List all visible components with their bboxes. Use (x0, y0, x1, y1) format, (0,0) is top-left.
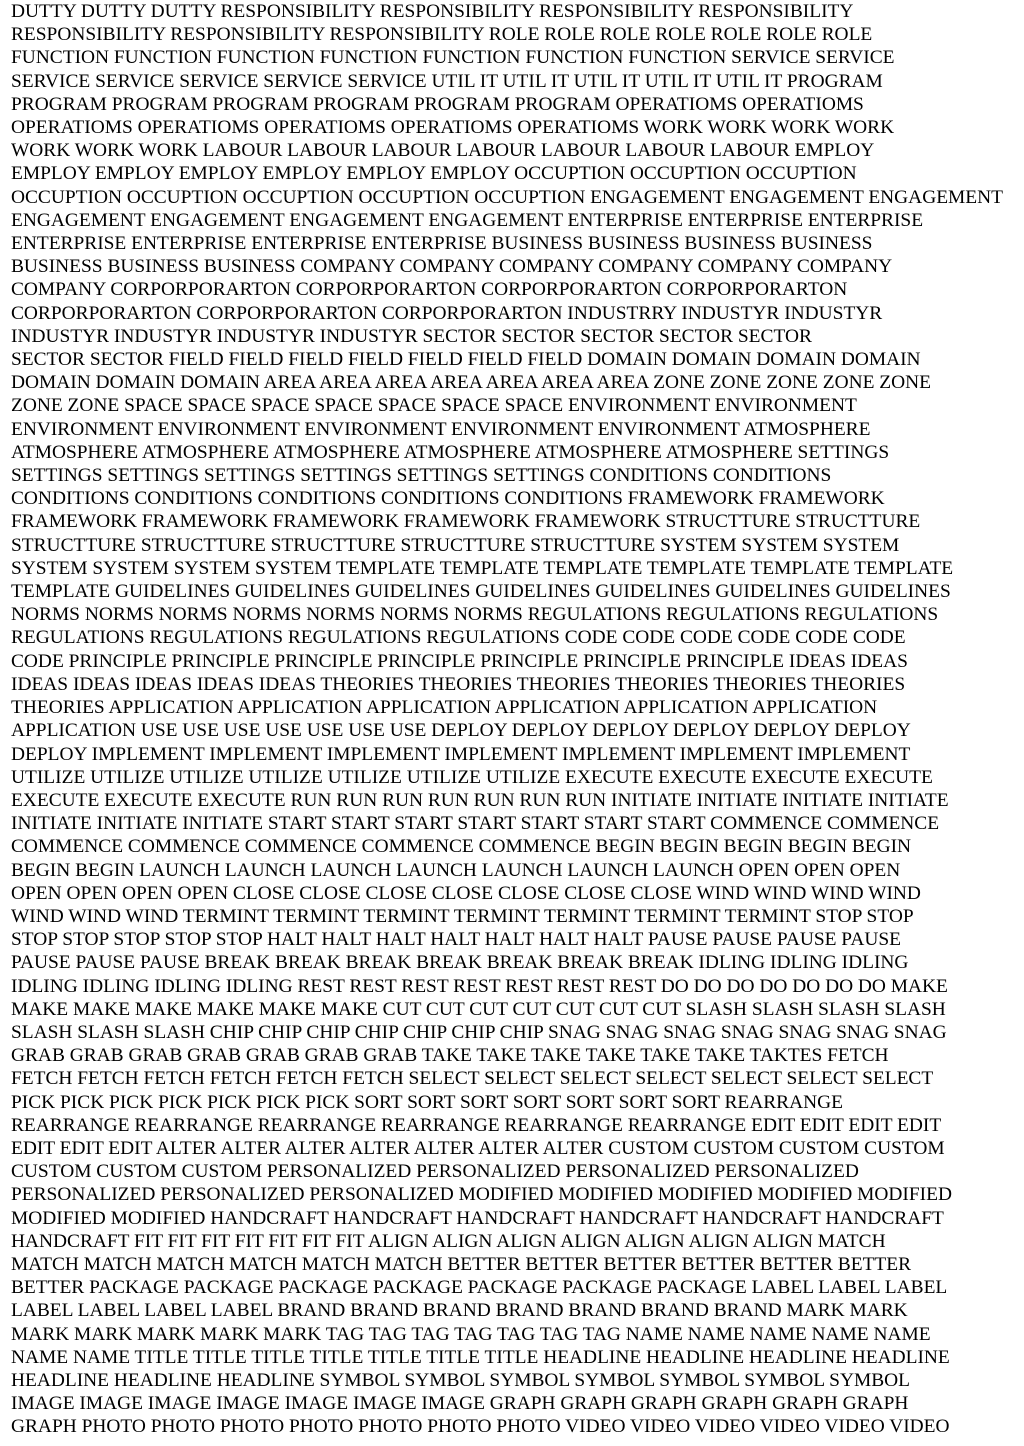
text-line: MARK MARK MARK MARK MARK TAG TAG TAG TAG TAG TAG TAG NAME NAME NAME NAME NAME (11, 1323, 931, 1345)
text-line: IDEAS IDEAS IDEAS IDEAS IDEAS THEORIES THEORIES THEORIES THEORIES THEORIES THEORIES (11, 673, 906, 695)
text-line: REARRANGE REARRANGE REARRANGE REARRANGE REARRANGE REARRANGE EDIT EDIT EDIT EDIT (11, 1114, 942, 1136)
text-line: MATCH MATCH MATCH MATCH MATCH MATCH BETTER BETTER BETTER BETTER BETTER BETTER (11, 1253, 912, 1275)
text-line: GRAB GRAB GRAB GRAB GRAB GRAB GRAB TAKE TAKE TAKE TAKE TAKE TAKE TAKTES FETCH (11, 1045, 889, 1067)
text-line: TEMPLATE GUIDELINES GUIDELINES GUIDELINES GUIDELINES GUIDELINES GUIDELINES GUIDELINES (11, 581, 951, 603)
text-line: PAUSE PAUSE PAUSE BREAK BREAK BREAK BREAK BREAK BREAK BREAK IDLING IDLING IDLING (11, 952, 909, 974)
text-line: DEPLOY IMPLEMENT IMPLEMENT IMPLEMENT IMPLEMENT IMPLEMENT IMPLEMENT IMPLEMENT (11, 743, 911, 765)
text-line: APPLICATION USE USE USE USE USE USE USE DEPLOY DEPLOY DEPLOY DEPLOY DEPLOY DEPLOY (11, 720, 911, 742)
text-line: OPEN OPEN OPEN OPEN CLOSE CLOSE CLOSE CLOSE CLOSE CLOSE CLOSE WIND WIND WIND WIND (11, 882, 921, 904)
text-line: COMPANY CORPORPORARTON CORPORPORARTON CORPORPORARTON CORPORPORARTON (11, 279, 848, 301)
text-line: EXECUTE EXECUTE EXECUTE RUN RUN RUN RUN RUN RUN RUN INITIATE INITIATE INITIATE INITIATE (11, 789, 949, 811)
text-line: MODIFIED MODIFIED HANDCRAFT HANDCRAFT HANDCRAFT HANDCRAFT HANDCRAFT HANDCRAFT (11, 1207, 944, 1229)
text-line: CUSTOM CUSTOM CUSTOM PERSONALIZED PERSONALIZED PERSONALIZED PERSONALIZED (11, 1161, 859, 1183)
text-line: WORK WORK WORK LABOUR LABOUR LABOUR LABOUR LABOUR LABOUR LABOUR EMPLOY (11, 140, 875, 162)
text-line: SERVICE SERVICE SERVICE SERVICE SERVICE UTIL IT UTIL IT UTIL IT UTIL IT UTIL IT PROGRAM (11, 70, 883, 92)
text-line: NAME NAME TITLE TITLE TITLE TITLE TITLE TITLE TITLE HEADLINE HEADLINE HEADLINE HEADLINE (11, 1346, 950, 1368)
text-line: RESPONSIBILITY RESPONSIBILITY RESPONSIBILITY ROLE ROLE ROLE ROLE ROLE ROLE ROLE (11, 24, 873, 46)
text-line: SYSTEM SYSTEM SYSTEM SYSTEM TEMPLATE TEMPLATE TEMPLATE TEMPLATE TEMPLATE TEMPLATE (11, 557, 954, 579)
text-line: FETCH FETCH FETCH FETCH FETCH FETCH SELECT SELECT SELECT SELECT SELECT SELECT SELECT (11, 1068, 934, 1090)
text-line: ENGAGEMENT ENGAGEMENT ENGAGEMENT ENGAGEMENT ENTERPRISE ENTERPRISE ENTERPRISE (11, 209, 924, 231)
text-line: MAKE MAKE MAKE MAKE MAKE MAKE CUT CUT CUT CUT CUT CUT CUT SLASH SLASH SLASH SLASH (11, 998, 946, 1020)
text-line: NORMS NORMS NORMS NORMS NORMS NORMS NORMS REGULATIONS REGULATIONS REGULATIONS (11, 604, 939, 626)
text-line: OCCUPTION OCCUPTION OCCUPTION OCCUPTION OCCUPTION ENGAGEMENT ENGAGEMENT ENGAGEMENT (11, 186, 1003, 208)
text-line: LABEL LABEL LABEL LABEL BRAND BRAND BRAND BRAND BRAND BRAND BRAND MARK MARK (11, 1300, 908, 1322)
text-line: CONDITIONS CONDITIONS CONDITIONS CONDITIONS CONDITIONS FRAMEWORK FRAMEWORK (11, 488, 885, 510)
text-line: DOMAIN DOMAIN DOMAIN AREA AREA AREA AREA AREA AREA AREA ZONE ZONE ZONE ZONE ZONE (11, 372, 931, 394)
text-line: SETTINGS SETTINGS SETTINGS SETTINGS SETTINGS SETTINGS CONDITIONS CONDITIONS (11, 465, 832, 487)
text-line: EMPLOY EMPLOY EMPLOY EMPLOY EMPLOY EMPLOY OCCUPTION OCCUPTION OCCUPTION (11, 163, 857, 185)
text-line: HEADLINE HEADLINE HEADLINE SYMBOL SYMBOL SYMBOL SYMBOL SYMBOL SYMBOL SYMBOL (11, 1369, 910, 1391)
text-line: OPERATIOMS OPERATIOMS OPERATIOMS OPERATIOMS OPERATIOMS WORK WORK WORK WORK (11, 117, 895, 139)
text-line: DUTTY DUTTY DUTTY RESPONSIBILITY RESPONSIBILITY RESPONSIBILITY RESPONSIBILITY (11, 1, 854, 22)
text-line: EDIT EDIT EDIT ALTER ALTER ALTER ALTER ALTER ALTER ALTER CUSTOM CUSTOM CUSTOM CUSTOM (11, 1137, 945, 1159)
text-line: ZONE ZONE SPACE SPACE SPACE SPACE SPACE SPACE SPACE ENVIRONMENT ENVIRONMENT (11, 395, 857, 417)
text-line: COMMENCE COMMENCE COMMENCE COMMENCE COMMENCE BEGIN BEGIN BEGIN BEGIN BEGIN (11, 836, 912, 858)
text-line: PICK PICK PICK PICK PICK PICK PICK SORT SORT SORT SORT SORT SORT SORT REARRANGE (11, 1091, 843, 1113)
text-line: ENTERPRISE ENTERPRISE ENTERPRISE ENTERPRISE BUSINESS BUSINESS BUSINESS BUSINESS (11, 233, 873, 255)
text-line: THEORIES APPLICATION APPLICATION APPLICATION APPLICATION APPLICATION APPLICATION (11, 697, 878, 719)
text-line: GRAPH PHOTO PHOTO PHOTO PHOTO PHOTO PHOTO PHOTO VIDEO VIDEO VIDEO VIDEO VIDEO VIDEO (11, 1416, 950, 1438)
text-line: INDUSTYR INDUSTYR INDUSTYR INDUSTYR SECTOR SECTOR SECTOR SECTOR SECTOR (11, 325, 812, 347)
text-line: STRUCTTURE STRUCTTURE STRUCTTURE STRUCTTURE STRUCTTURE SYSTEM SYSTEM SYSTEM (11, 534, 900, 556)
text-line: ENVIRONMENT ENVIRONMENT ENVIRONMENT ENVIRONMENT ENVIRONMENT ATMOSPHERE (11, 418, 871, 440)
text-line: PROGRAM PROGRAM PROGRAM PROGRAM PROGRAM PROGRAM OPERATIOMS OPERATIOMS (11, 93, 864, 115)
text-line: PERSONALIZED PERSONALIZED PERSONALIZED MODIFIED MODIFIED MODIFIED MODIFIED MODIFIED (11, 1184, 952, 1206)
text-line: BUSINESS BUSINESS BUSINESS COMPANY COMPANY COMPANY COMPANY COMPANY COMPANY (11, 256, 893, 278)
text-line: WIND WIND WIND TERMINT TERMINT TERMINT TERMINT TERMINT TERMINT TERMINT STOP STOP (11, 905, 914, 927)
text-line: INITIATE INITIATE INITIATE START START START START START START START COMMENCE COMMENCE (11, 813, 940, 835)
text-line: IMAGE IMAGE IMAGE IMAGE IMAGE IMAGE IMAGE GRAPH GRAPH GRAPH GRAPH GRAPH GRAPH (11, 1393, 909, 1415)
text-line: BETTER PACKAGE PACKAGE PACKAGE PACKAGE PACKAGE PACKAGE PACKAGE LABEL LABEL LABEL (11, 1277, 948, 1299)
text-line: BEGIN BEGIN LAUNCH LAUNCH LAUNCH LAUNCH LAUNCH LAUNCH LAUNCH OPEN OPEN OPEN (11, 859, 901, 881)
text-line: REGULATIONS REGULATIONS REGULATIONS REGULATIONS CODE CODE CODE CODE CODE CODE (11, 627, 906, 649)
text-line: STOP STOP STOP STOP STOP HALT HALT HALT HALT HALT HALT HALT PAUSE PAUSE PAUSE PAUSE (11, 929, 901, 951)
text-line: ATMOSPHERE ATMOSPHERE ATMOSPHERE ATMOSPHERE ATMOSPHERE ATMOSPHERE SETTINGS (11, 441, 890, 463)
text-line: UTILIZE UTILIZE UTILIZE UTILIZE UTILIZE UTILIZE UTILIZE EXECUTE EXECUTE EXECUTE EXECUTE (11, 766, 933, 788)
text-line: CORPORPORARTON CORPORPORARTON CORPORPORARTON INDUSTRRY INDUSTYR INDUSTYR (11, 302, 883, 324)
text-line: FUNCTION FUNCTION FUNCTION FUNCTION FUNCTION FUNCTION FUNCTION SERVICE SERVICE (11, 47, 895, 69)
text-line: SECTOR SECTOR FIELD FIELD FIELD FIELD FIELD FIELD FIELD DOMAIN DOMAIN DOMAIN DOMAIN (11, 349, 921, 371)
text-line: FRAMEWORK FRAMEWORK FRAMEWORK FRAMEWORK FRAMEWORK STRUCTTURE STRUCTTURE (11, 511, 921, 533)
text-line: IDLING IDLING IDLING IDLING REST REST REST REST REST REST REST DO DO DO DO DO DO DO MAKE (11, 975, 948, 997)
text-line: CODE PRINCIPLE PRINCIPLE PRINCIPLE PRINCIPLE PRINCIPLE PRINCIPLE PRINCIPLE IDEAS IDEAS (11, 650, 908, 672)
text-line: SLASH SLASH SLASH CHIP CHIP CHIP CHIP CHIP CHIP CHIP SNAG SNAG SNAG SNAG SNAG SNAG SNAG (11, 1021, 947, 1043)
text-line: HANDCRAFT FIT FIT FIT FIT FIT FIT FIT ALIGN ALIGN ALIGN ALIGN ALIGN ALIGN ALIGN MATCH (11, 1230, 886, 1252)
